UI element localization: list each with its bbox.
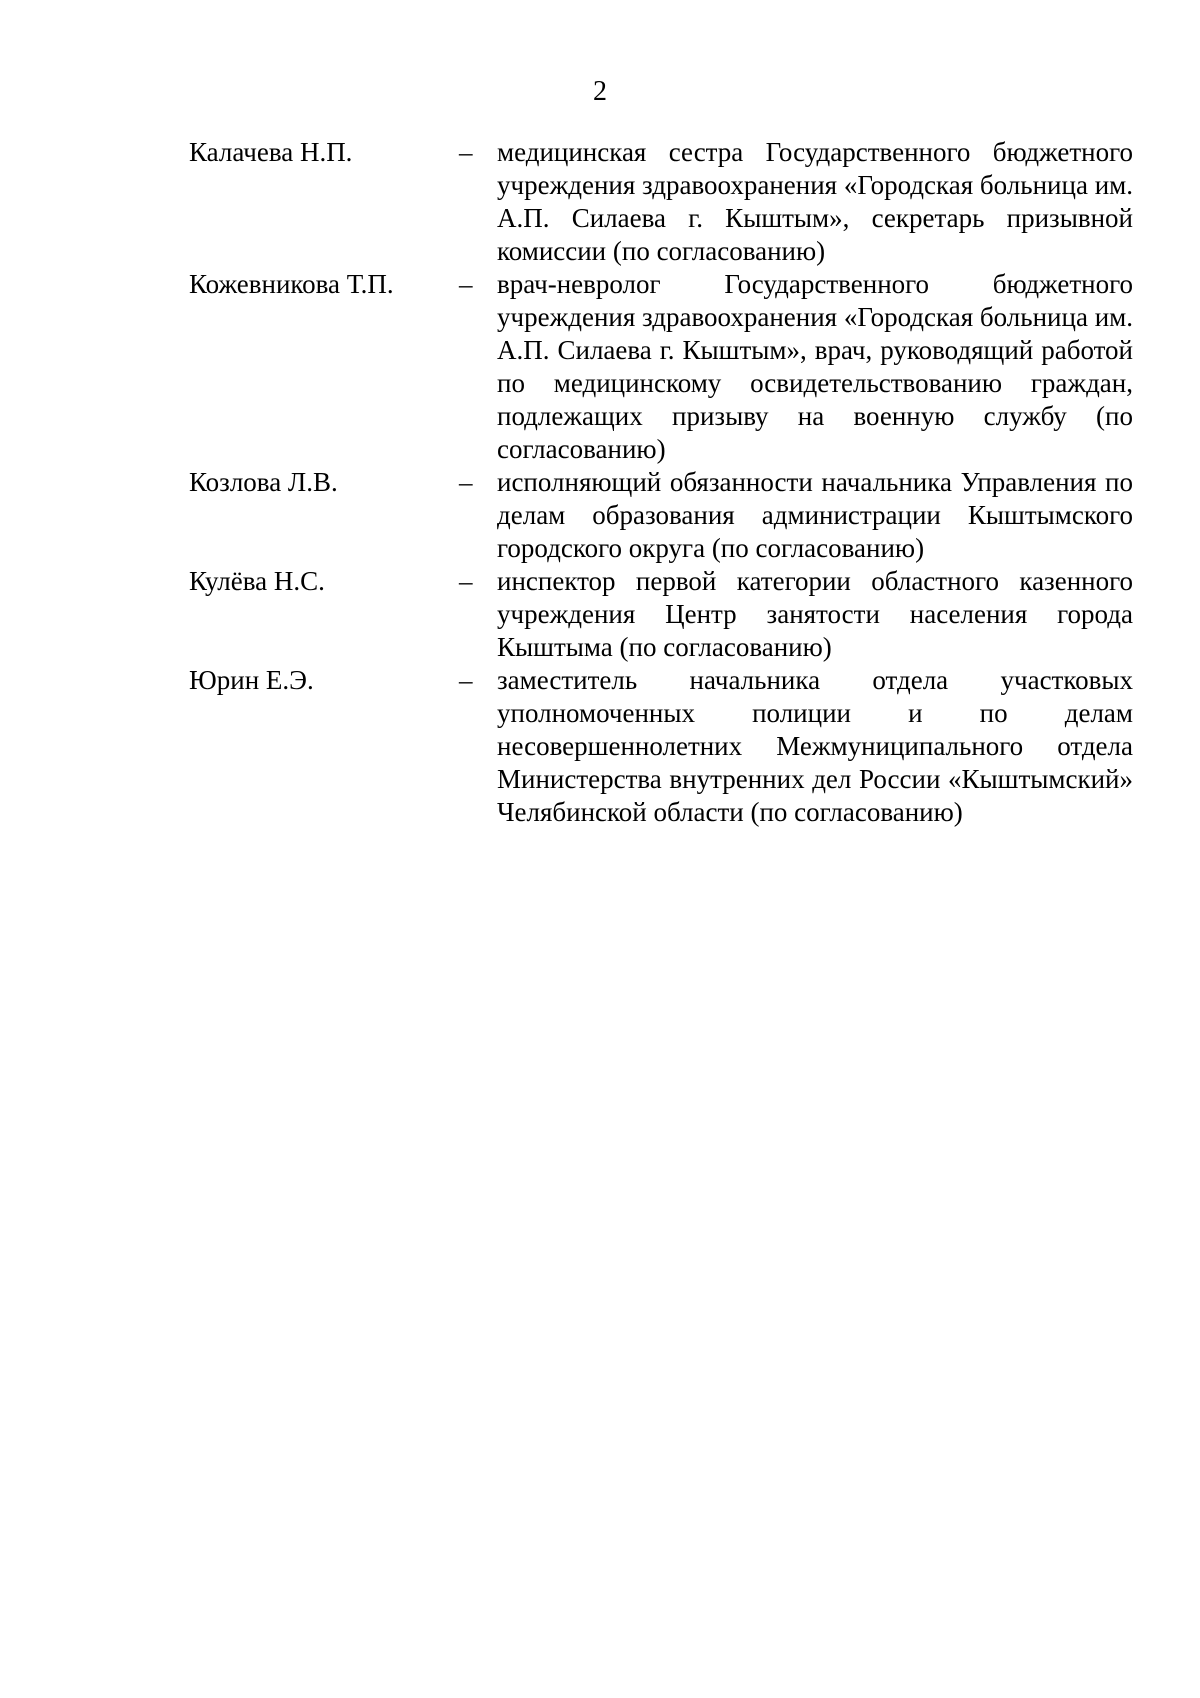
member-entry [0,664,1200,829]
member-entry [0,466,1200,565]
member-dash: – [459,269,473,299]
commission-member-list [0,136,1200,829]
member-role: инспектор первой категории областного казенного учреждения Центр занятости населения города Кыштыма (по согласованию) [497,566,1133,662]
member-entry [0,136,1200,268]
member-name: Кожевникова Т.П. [189,269,394,299]
member-role: заместитель начальника отдела участковых уполномоченных полиции и по делам несовершеннолетних Межмуниципального отдела Министерства внутренних дел России «Кыштымский» Челябинской области (по согласованию) [497,665,1133,827]
member-dash: – [459,467,473,497]
member-name: Калачева Н.П. [189,137,353,167]
member-dash: – [459,137,473,167]
page-number: 2 [593,76,607,107]
member-dash: – [459,665,473,695]
member-name: Кулёва Н.С. [189,566,325,596]
member-entry [0,565,1200,664]
member-role: исполняющий обязанности начальника Управления по делам образования администрации Кыштымского городского округа (по согласованию) [497,467,1133,563]
member-role: врач-невролог Государственного бюджетного учреждения здравоохранения «Городская больница им. А.П. Силаева г. Кыштым», врач, руководящий работой по медицинскому освидетельствованию граждан, подлежащих призыву на военную службу (по согласованию) [497,269,1133,464]
member-role: медицинская сестра Государственного бюджетного учреждения здравоохранения «Городская больница им. А.П. Силаева г. Кыштым», секретарь призывной комиссии (по согласованию) [497,137,1133,266]
member-dash: – [459,566,473,596]
member-name: Юрин Е.Э. [189,665,314,695]
member-name: Козлова Л.В. [189,467,338,497]
member-entry [0,268,1200,466]
